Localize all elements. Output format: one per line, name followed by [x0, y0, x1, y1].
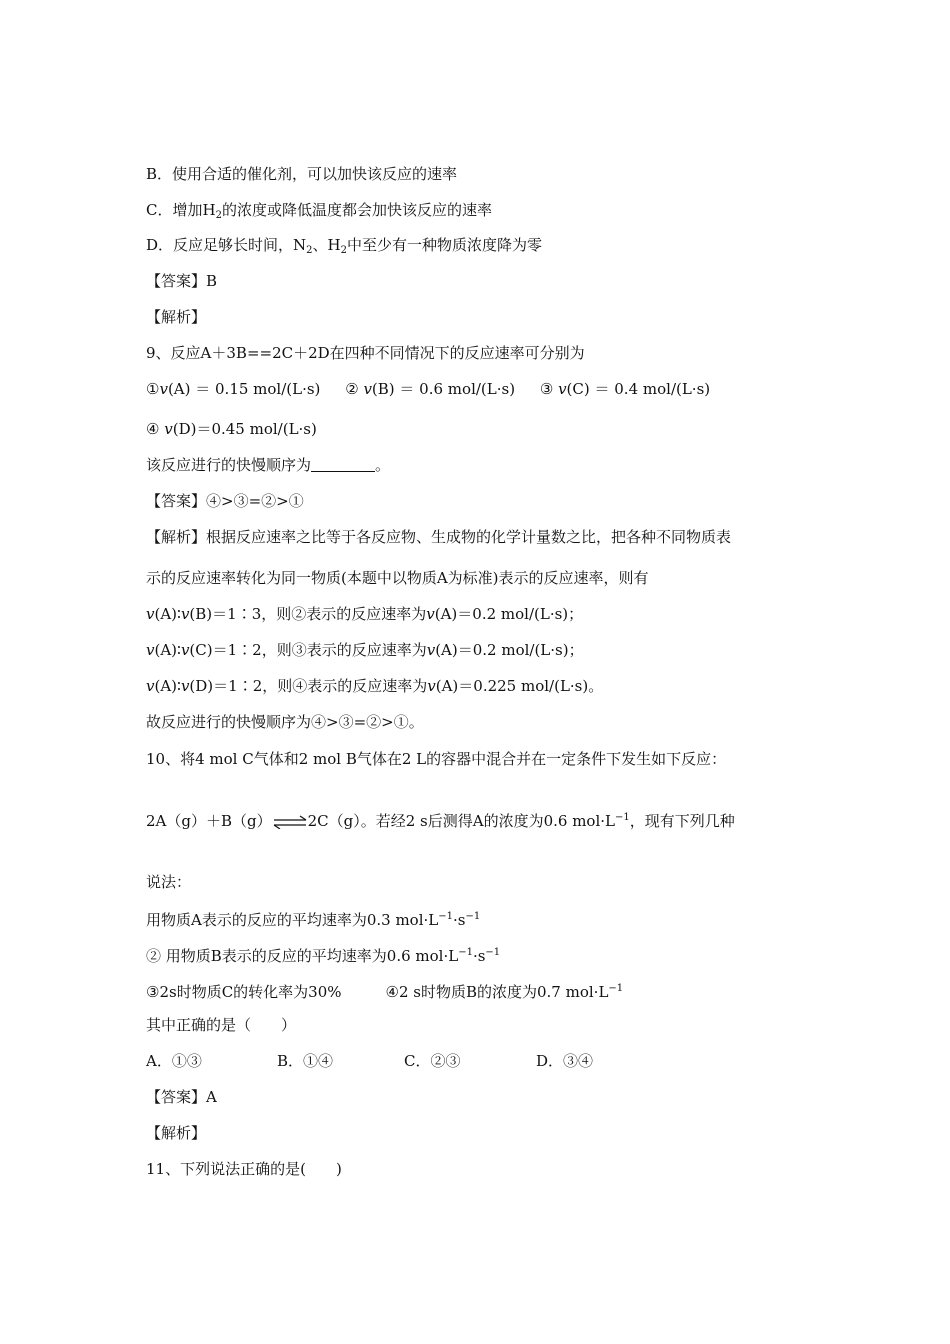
q10-answer: 【答案】A	[146, 1088, 217, 1106]
q10-option-a: A．①③	[146, 1052, 202, 1070]
q9-condition-2: ② v(B) ＝ 0.6 mol/(L·s)	[345, 380, 516, 398]
q10-statement-1: 用物质A表示的反应的平均速率为0.3 $mol\cdot L^{-1}\cdot s^{-1}$	[146, 911, 481, 929]
q8-option-d-text-1: D．反应足够长时间，N	[146, 236, 307, 254]
answer-blank	[311, 457, 375, 472]
q9-conclusion: 故反应进行的快慢顺序为④>③=②>①。	[146, 713, 424, 731]
q10-equation: 2A（g）＋B（g） 2C（g）。若经2 s后测得A的浓度为0.6 $mol\cdot L^{-1}$，现有下列几种	[146, 812, 735, 830]
q8-option-c	[146, 200, 492, 226]
equilibrium-arrow-icon	[272, 815, 308, 829]
q10-analysis: 【解析】	[146, 1124, 207, 1142]
q10-statement-3: ③2s时物质C的转化率为30%	[146, 983, 342, 1001]
q10-statement-4: ④2 s时物质B的浓度为0.7 $mol\cdot L^{-1}$	[385, 983, 624, 1001]
q10-option-d: D．③④	[536, 1052, 594, 1070]
q10-say-label: 说法：	[146, 873, 192, 891]
q10-prompt: 其中正确的是（ ）	[146, 1016, 297, 1034]
q8-option-d-text-3: 中至少有一种物质浓度降为零	[347, 236, 543, 254]
q8-option-c-text-1: C．增加H	[146, 201, 216, 219]
q10-option-b: B．①④	[277, 1052, 334, 1070]
q9-stem: 9、反应A＋3B==2C＋2D在四种不同情况下的反应速率可分别为	[146, 344, 585, 362]
q8-option-c-text-2: 的浓度或降低温度都会加快该反应的速率	[221, 201, 492, 219]
q8-option-d	[146, 235, 542, 261]
q10-option-c: C．②③	[404, 1052, 461, 1070]
q10-options	[146, 1051, 646, 1071]
q9-condition-4: ④ v(D)＝0.45 mol/(L·s)	[146, 420, 317, 438]
q9-answer: 【答案】④>③=②>①	[146, 492, 304, 510]
q10-statement-2: ② 用物质B表示的反应的平均速率为0.6 $mol\cdot L^{-1}\cdot s^{-1}$	[146, 947, 501, 965]
subscript: 2	[215, 210, 222, 221]
q9-condition-1: ①v(A) ＝ 0.15 mol/(L·s)	[146, 380, 321, 398]
subscript: 2	[306, 245, 313, 256]
q9-ratio-3: v(A)∶v(D)＝1∶2，则④表示的反应速率为v(A)＝0.225 mol/(L·s)。	[146, 677, 604, 695]
q8-answer: 【答案】B	[146, 272, 218, 290]
q9-analysis-line-2: 示的反应速率转化为同一物质(本题中以物质A为标准)表示的反应速率，则有	[146, 569, 649, 587]
q8-option-d-text-2: 、H	[312, 236, 341, 254]
q9-analysis-line-1: 【解析】根据反应速率之比等于各反应物、生成物的化学计量数之比，把各种不同物质表	[146, 528, 732, 546]
q11-stem: 11、下列说法正确的是( )	[146, 1160, 342, 1178]
q9-ratio-1: v(A)∶v(B)＝1∶3，则②表示的反应速率为v(A)＝0.2 mol/(L·s)；	[146, 605, 584, 623]
q9-conditions-row	[146, 379, 710, 399]
subscript: 2	[340, 245, 347, 256]
q9-condition-3: ③ v(C) ＝ 0.4 mol/(L·s)	[539, 380, 711, 398]
q10-statements-3-4	[146, 979, 623, 1002]
q9-ratio-2: v(A)∶v(C)＝1∶2，则③表示的反应速率为v(A)＝0.2 mol/(L·s)；	[146, 641, 584, 659]
q10-stem: 10、将4 mol C气体和2 mol B气体在2 L的容器中混合并在一定条件下发生如下反应：	[146, 750, 727, 768]
q8-option-b: B．使用合适的催化剂，可以加快该反应的速率	[146, 165, 458, 183]
q8-analysis: 【解析】	[146, 308, 207, 326]
q9-order-question: 该反应进行的快慢顺序为 。	[146, 456, 391, 474]
